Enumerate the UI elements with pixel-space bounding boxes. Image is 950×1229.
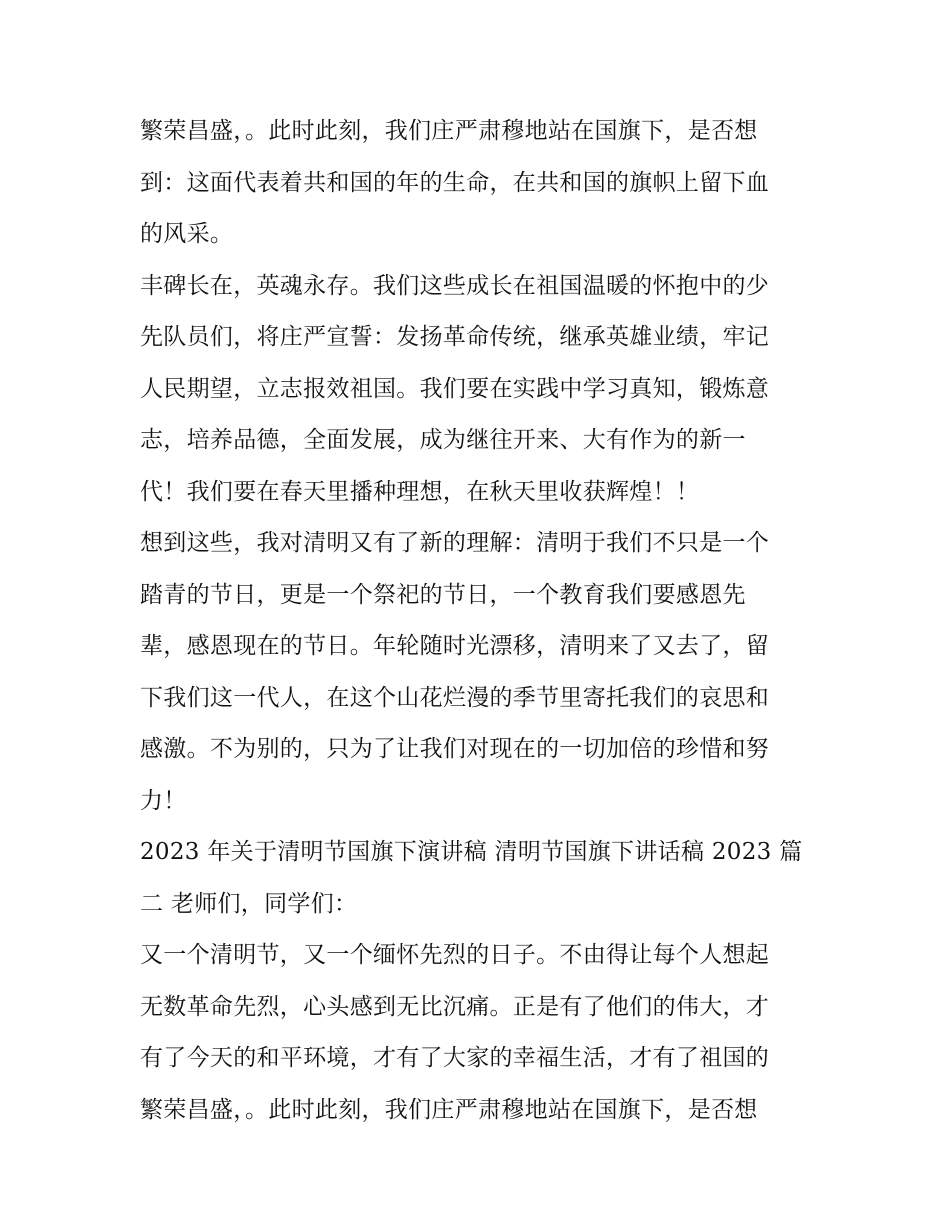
text-line: 的风采。 [140,221,234,247]
text-line: 又一个清明节，又一个缅怀先烈的日子。不由得让每个人想起 [140,942,770,968]
text-line: 繁荣昌盛，。此时此刻，我们庄严肃穆地站在国旗下，是否想 [140,118,758,144]
text-line: 力！ [140,787,187,814]
body-text [140,106,812,1136]
text-line: 有了今天的和平环境，才有了大家的幸福生活，才有了祖国的 [140,1045,770,1071]
text-line: 踏青的节日，更是一个祭祀的节日，一个教育我们要感恩先 [140,581,746,608]
text-line: 丰碑长在，英魂永存。我们这些成长在祖国温暖的怀抱中的少 [140,272,770,299]
text-line: 先队员们，将庄严宣誓：发扬革命传统，继承英雄业绩，牢记 [140,324,770,350]
text-line: 人民期望，立志报效祖国。我们要在实践中学习真知，锻炼意 [140,375,770,402]
text-line: 想到这些，我对清明又有了新的理解：清明于我们不只是一个 [140,530,770,556]
text-line: 志，培养品德，全面发展，成为继往开来、大有作为的新一 [140,427,746,453]
text-line: 无数革命先烈，心头感到无比沉痛。正是有了他们的伟大，才 [140,993,770,1020]
text-line: 代！我们要在春天里播种理想，在秋天里收获辉煌！！ [140,478,700,505]
text-line: 到：这面代表着共和国的年的生命，在共和国的旗帜上留下血 [140,169,770,196]
text-line: 下我们这一代人，在这个山花烂漫的季节里寄托我们的哀思和 [140,684,770,711]
text-line: 繁荣昌盛，。此时此刻，我们庄严肃穆地站在国旗下，是否想 [140,1096,758,1123]
text-line: 二 老师们，同学们： [140,890,358,917]
text-line: 辈，感恩现在的节日。年轮随时光漂移，清明来了又去了，留 [140,633,770,659]
text-line: 感激。不为别的，只为了让我们对现在的一切加倍的珍惜和努 [140,736,770,762]
section-heading-line: 2023 年关于清明节国旗下演讲稿 清明节国旗下讲话稿 2023 篇 [140,839,803,865]
